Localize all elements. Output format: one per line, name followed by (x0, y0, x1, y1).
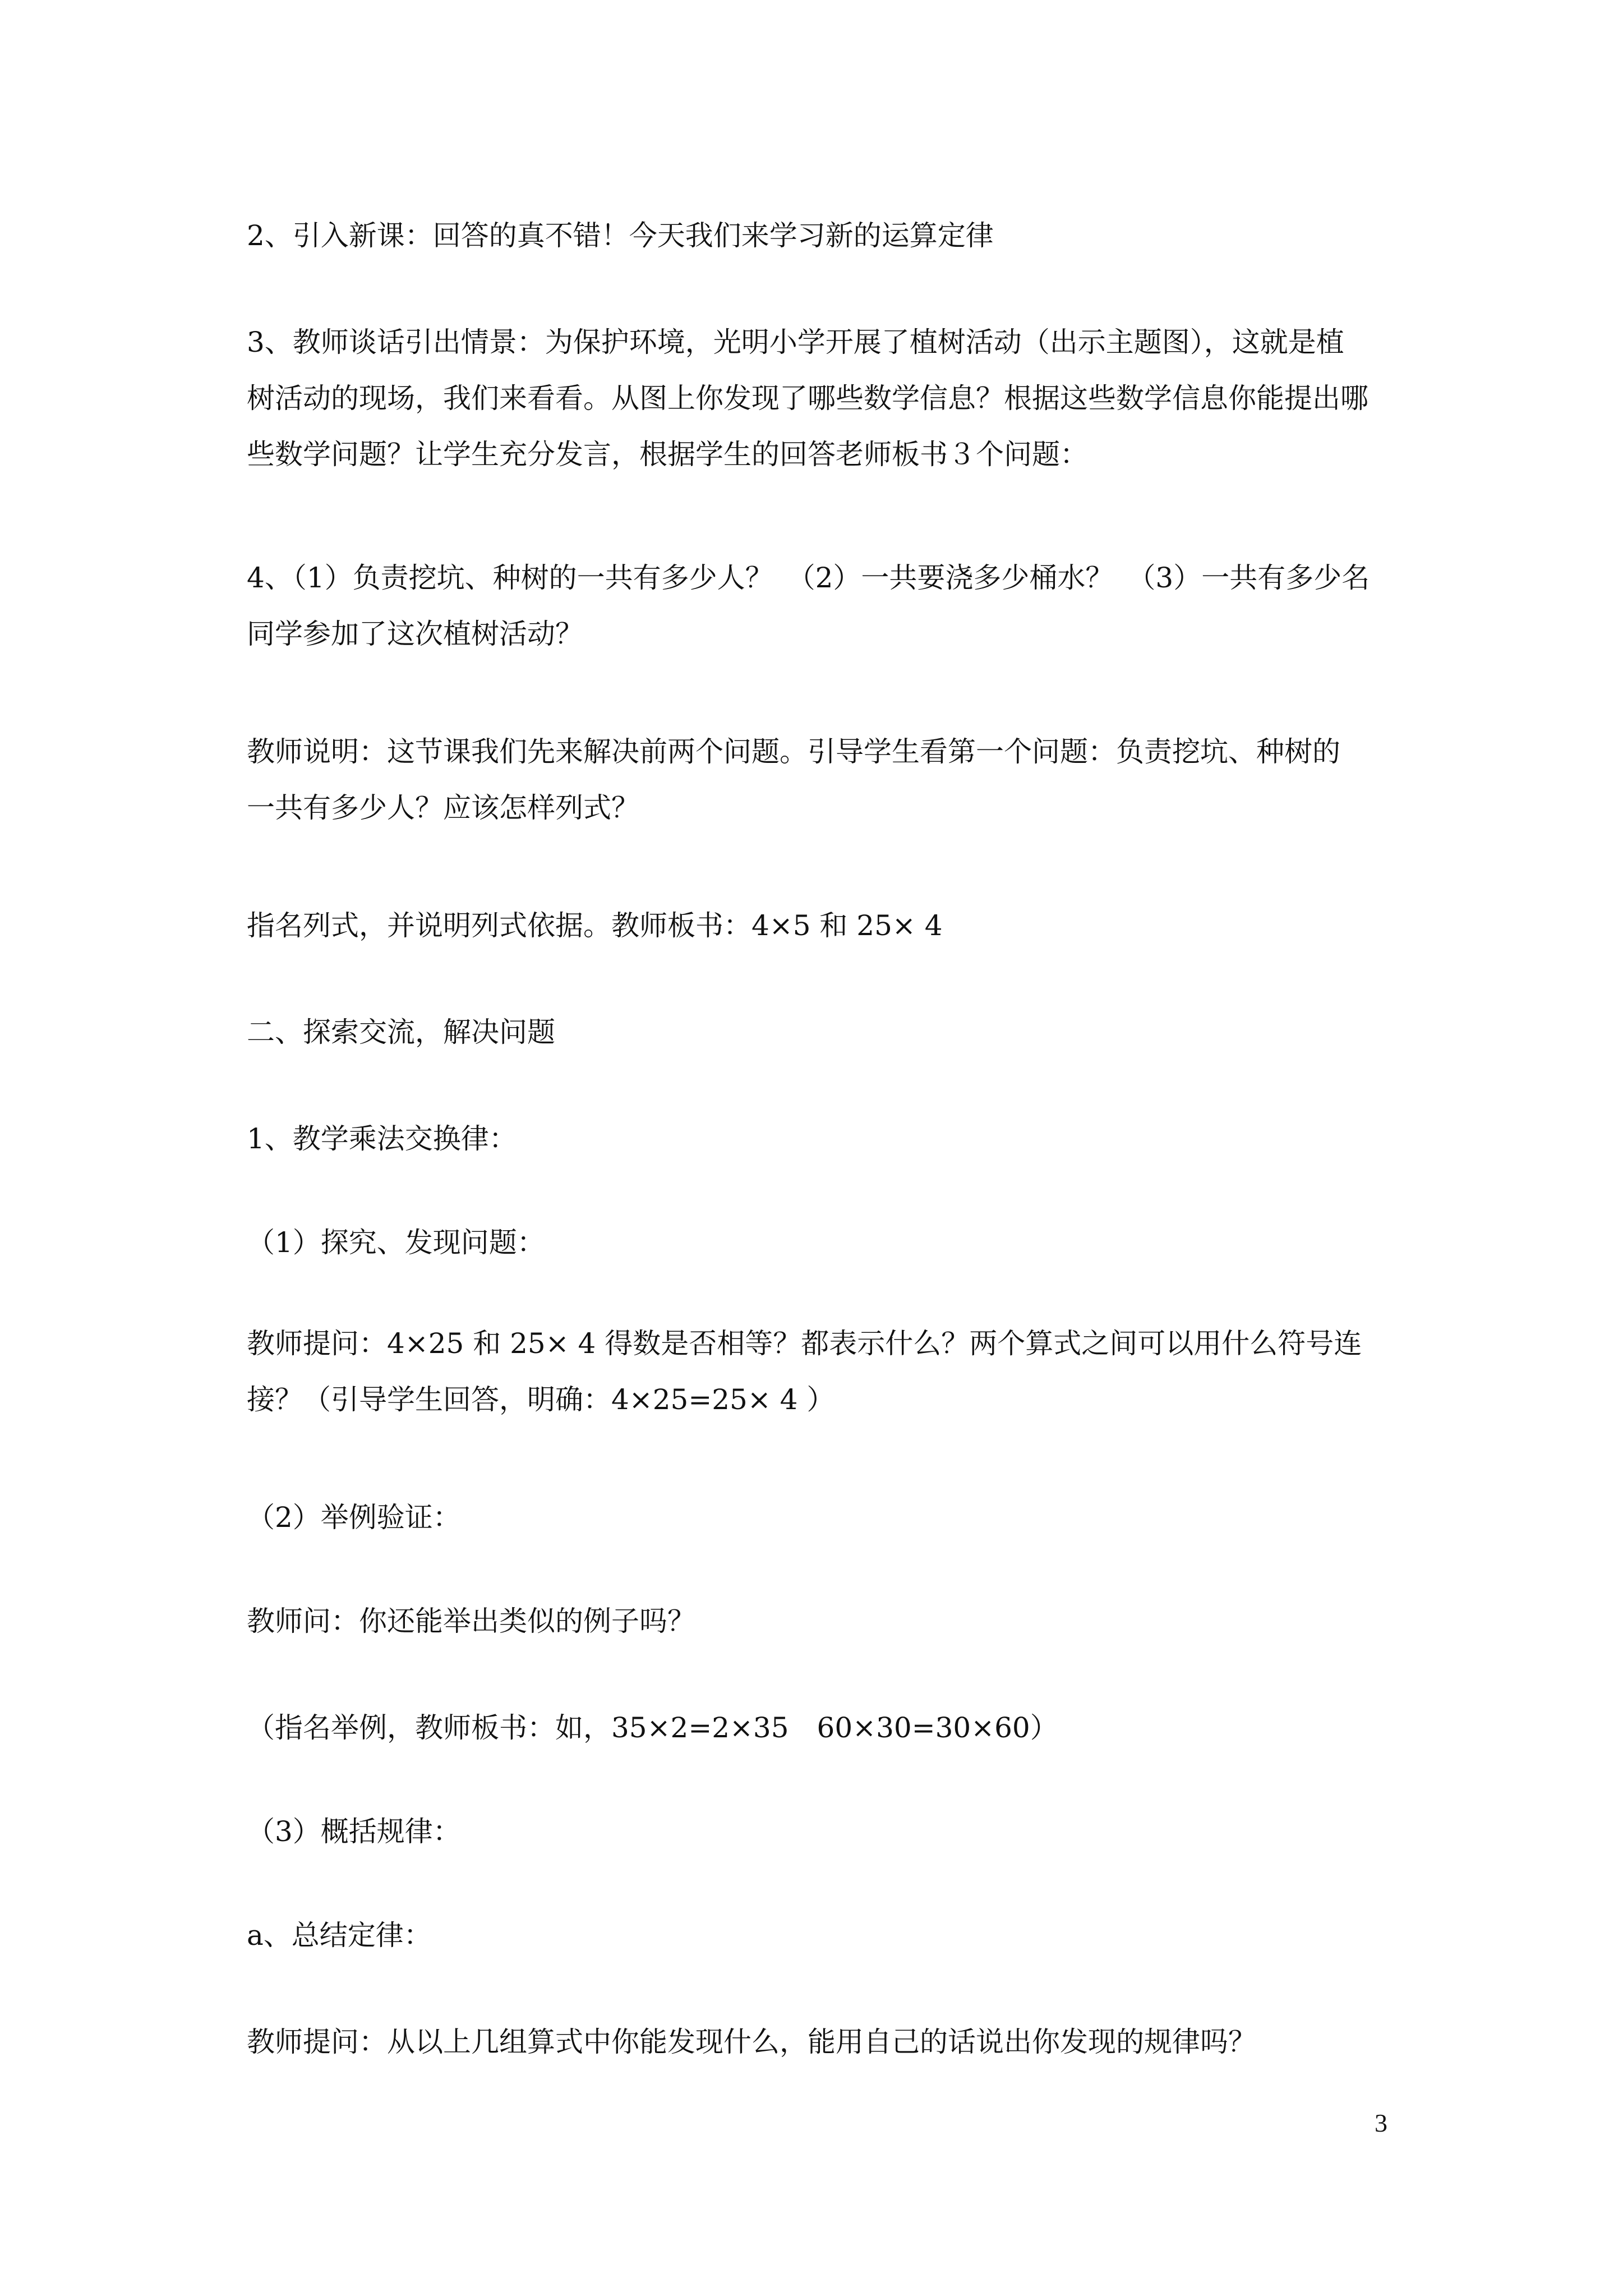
step-explore-discover: （1）探究、发现问题： (247, 1226, 545, 1259)
subheading-commutative-law: 1、教学乘法交换律： (247, 1122, 517, 1155)
paragraph-board-examples: （指名举例，教师板书：如，35×2=2×35 60×30=30×60） (247, 1711, 1058, 1744)
paragraph-name-formula: 指名列式，并说明列式依据。教师板书：4×5 和 25× 4 (247, 909, 943, 942)
page-number: 3 (1375, 2109, 1387, 2137)
subheading-summary-law: a、总结定律： (247, 1919, 432, 1952)
paragraph-teacher-explanation: 教师说明：这节课我们先来解决前两个问题。引导学生看第一个问题：负责挖坑、种树的 一共有多少人？应该怎样列式？ (247, 735, 1340, 824)
paragraph-three-questions: 4、（1）负责挖坑、种树的一共有多少人？ （2）一共要浇多少桶水？ （3）一共有多少名 同学参加了这次植树活动？ (247, 562, 1370, 650)
step-summarize-rule: （3）概括规律： (247, 1815, 461, 1848)
paragraph-teacher-discover-rule: 教师提问：从以上几组算式中你能发现什么，能用自己的话说出你发现的规律吗？ (247, 2026, 1256, 2058)
section-heading-explore: 二、探索交流，解决问题 (247, 1016, 555, 1048)
step-verify-examples: （2）举例验证： (247, 1501, 461, 1534)
paragraph-teacher-asks-examples: 教师问：你还能举出类似的例子吗？ (247, 1605, 695, 1637)
paragraph-teacher-question: 教师提问：4×25 和 25× 4 得数是否相等？都表示什么？两个算式之间可以用什么符号连 接？（引导学生回答，明确：4×25=25× 4 ） (247, 1327, 1362, 1416)
paragraph-intro-new-lesson: 2、引入新课：回答的真不错！今天我们来学习新的运算定律 (247, 219, 994, 252)
paragraph-teacher-scenario: 3、教师谈话引出情景：为保护环境，光明小学开展了植树活动（出示主题图），这就是植 树活动的现场，我们来看看。从图上你发现了哪些数学信息？根据这些数学信息你能提出哪 些数学问题？让学生充分发言，根据学生的回答老师板书３个问题： (247, 326, 1368, 471)
